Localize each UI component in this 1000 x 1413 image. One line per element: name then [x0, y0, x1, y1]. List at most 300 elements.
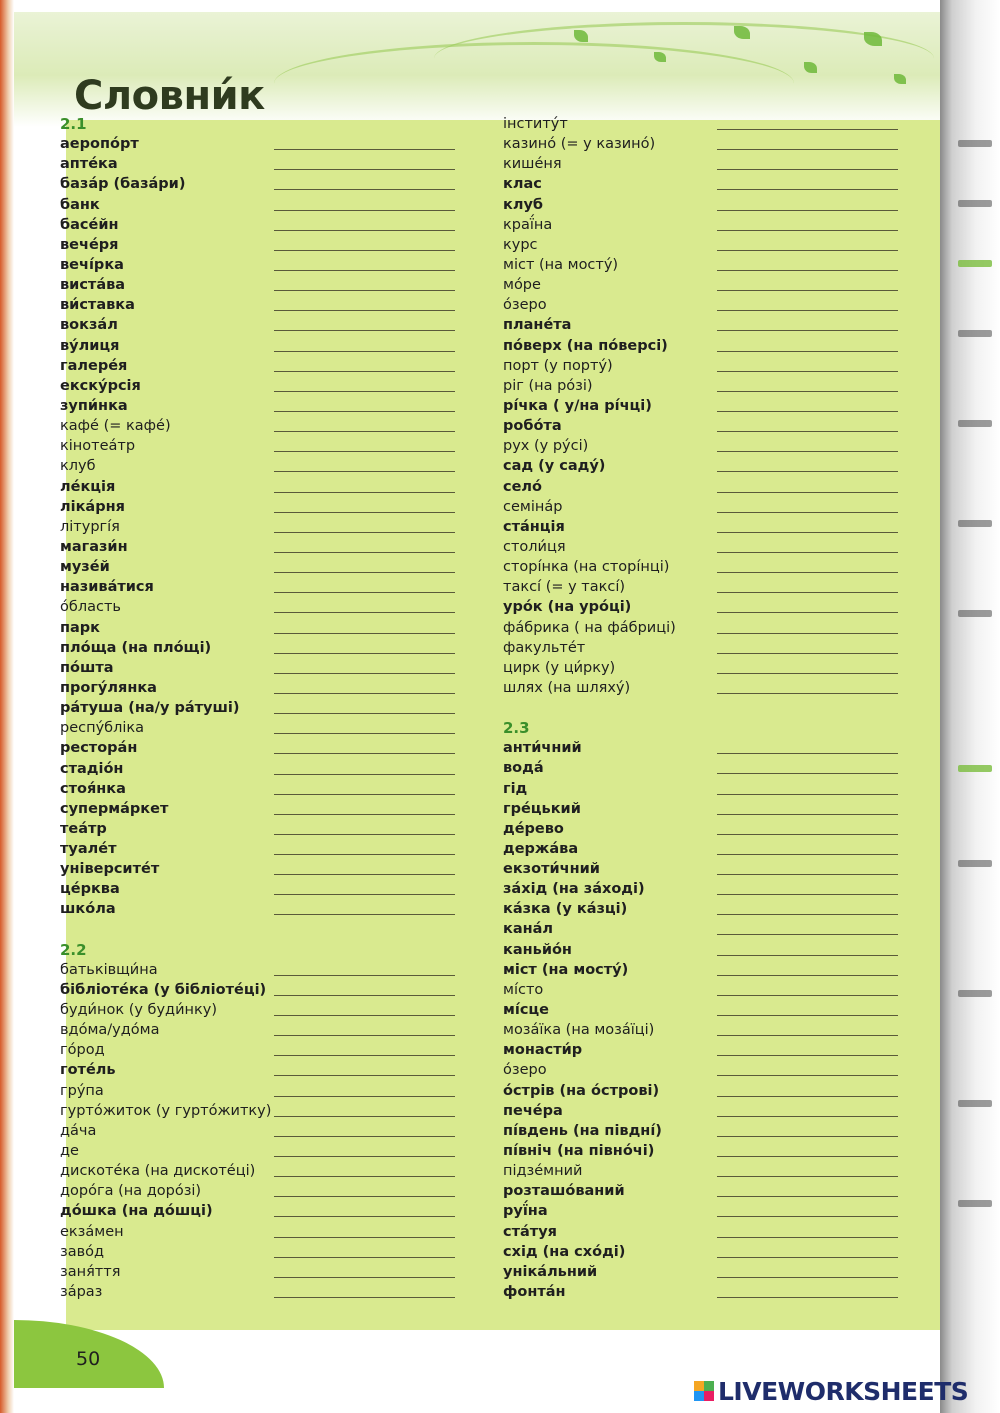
answer-blank[interactable]	[717, 572, 898, 573]
vocab-word: інститу́т	[503, 116, 568, 132]
vocab-word: пі́вдень (на півдні́)	[503, 1122, 662, 1139]
vocab-row	[503, 577, 923, 597]
vocab-row	[503, 497, 923, 517]
vocab-row	[503, 315, 923, 335]
vocab-word: вода́	[503, 760, 544, 777]
answer-blank[interactable]	[274, 371, 455, 372]
vocab-row	[60, 154, 480, 174]
vocab-row	[60, 195, 480, 215]
answer-blank[interactable]	[717, 1055, 898, 1056]
vocab-word: вокза́л	[60, 317, 118, 334]
leaf-decoration	[654, 52, 666, 62]
vocab-row	[503, 255, 923, 275]
answer-blank[interactable]	[274, 512, 455, 513]
answer-blank[interactable]	[717, 512, 898, 513]
answer-blank[interactable]	[274, 230, 455, 231]
answer-blank[interactable]	[274, 210, 455, 211]
vocab-row	[503, 396, 923, 416]
vocab-row	[503, 517, 923, 537]
vocab-word: мо́ре	[503, 277, 541, 294]
answer-blank[interactable]	[717, 1297, 898, 1298]
page-title: Словни́к	[74, 73, 265, 119]
vocab-row	[503, 174, 923, 194]
answer-blank[interactable]	[274, 1277, 455, 1278]
logo-icon	[694, 1381, 714, 1401]
answer-blank[interactable]	[274, 774, 455, 775]
vocab-row	[60, 1040, 480, 1060]
vocab-word: виста́ва	[60, 277, 126, 294]
answer-blank[interactable]	[274, 1257, 455, 1258]
vocab-word: держа́ва	[503, 840, 579, 857]
answer-blank[interactable]	[274, 1237, 455, 1238]
vocab-row	[60, 517, 480, 537]
answer-blank[interactable]	[717, 290, 898, 291]
vocab-row	[503, 899, 923, 919]
vocab-word: парк	[60, 619, 101, 636]
answer-blank[interactable]	[717, 310, 898, 311]
vocab-word: рух (у ру́сі)	[503, 438, 589, 455]
answer-blank[interactable]	[717, 1116, 898, 1117]
vocab-word: ріг (на ро́зі)	[503, 377, 593, 394]
vocab-word: до́шка (на до́шці)	[60, 1203, 213, 1220]
answer-blank[interactable]	[717, 189, 898, 190]
answer-blank[interactable]	[274, 330, 455, 331]
answer-blank[interactable]	[274, 914, 455, 915]
vocab-row	[503, 1242, 923, 1262]
answer-blank[interactable]	[274, 391, 455, 392]
vocab-row	[60, 497, 480, 517]
vocab-word: розташо́ваний	[503, 1183, 625, 1200]
vocab-word: курс	[503, 236, 538, 253]
vocab-row	[60, 1222, 480, 1242]
vocab-row	[60, 779, 480, 799]
answer-blank[interactable]	[274, 592, 455, 593]
vocab-word: гру́па	[60, 1082, 104, 1099]
vocab-word: рі́чка ( у/на рі́чці)	[503, 397, 652, 414]
answer-blank[interactable]	[717, 894, 898, 895]
vocab-word: плане́та	[503, 317, 572, 334]
next-page-text-fragment	[958, 330, 992, 337]
answer-blank[interactable]	[274, 995, 455, 996]
vocab-word: басе́йн	[60, 216, 119, 233]
next-page-text-fragment	[958, 520, 992, 527]
answer-blank[interactable]	[717, 1257, 898, 1258]
answer-blank[interactable]	[717, 834, 898, 835]
answer-blank[interactable]	[717, 411, 898, 412]
vocab-row	[60, 1121, 480, 1141]
answer-blank[interactable]	[274, 894, 455, 895]
vocab-word: стоя́нка	[60, 780, 126, 797]
answer-blank[interactable]	[717, 773, 898, 774]
answer-blank[interactable]	[717, 270, 898, 271]
vocab-word: заво́д	[60, 1243, 105, 1260]
vocab-word: доро́га (на доро́зі)	[60, 1183, 202, 1200]
answer-blank[interactable]	[274, 1035, 455, 1036]
answer-blank[interactable]	[717, 1096, 898, 1097]
vocab-row	[503, 114, 923, 134]
vocab-word: міст (на мосту́)	[503, 961, 629, 978]
answer-blank[interactable]	[274, 149, 455, 150]
vocab-word: село́	[503, 478, 543, 495]
answer-blank[interactable]	[274, 270, 455, 271]
page-number: 50	[76, 1348, 101, 1370]
vocab-word: за́хід (на за́ході)	[503, 881, 645, 898]
answer-blank[interactable]	[274, 1176, 455, 1177]
answer-blank[interactable]	[717, 1136, 898, 1137]
vocab-word: клас	[503, 176, 542, 193]
vocab-word: респу́бліка	[60, 720, 145, 737]
vocab-row	[503, 275, 923, 295]
vocab-word: буди́нок (у буди́нку)	[60, 1002, 217, 1019]
vocab-word: схід (на схо́ді)	[503, 1243, 626, 1260]
answer-blank[interactable]	[274, 471, 455, 472]
answer-blank[interactable]	[274, 854, 455, 855]
answer-blank[interactable]	[274, 1136, 455, 1137]
vocab-row	[60, 879, 480, 899]
vocab-row	[60, 295, 480, 315]
vocab-word: ка́зка (у ка́зці)	[503, 901, 628, 918]
vocab-word: апте́ка	[60, 156, 118, 173]
vocab-row	[503, 1222, 923, 1242]
vocab-word: о́бласть	[60, 599, 121, 616]
answer-blank[interactable]	[717, 753, 898, 754]
vocab-word: порт (у порту́)	[503, 357, 613, 374]
section-heading: 2.3	[503, 719, 530, 738]
vocab-row	[60, 597, 480, 617]
vocab-word: стадіо́н	[60, 760, 124, 777]
vocab-word: кафе́ (= кафе́)	[60, 418, 171, 435]
vocab-word: пло́ща (на пло́щі)	[60, 639, 212, 656]
vocab-word: університе́т	[60, 861, 160, 878]
vocab-row	[503, 819, 923, 839]
vocab-word: прогу́лянка	[60, 679, 157, 696]
vocab-row	[503, 376, 923, 396]
answer-blank[interactable]	[717, 854, 898, 855]
next-page-text-fragment	[958, 260, 992, 267]
answer-blank[interactable]	[274, 451, 455, 452]
right-column	[503, 114, 923, 1302]
vocab-word: кише́ня	[503, 156, 562, 173]
answer-blank[interactable]	[717, 1035, 898, 1036]
answer-blank[interactable]	[274, 169, 455, 170]
vocab-word: рестора́н	[60, 740, 138, 757]
vocab-row	[503, 456, 923, 476]
vocab-row	[503, 597, 923, 617]
vocab-word: кінотеа́тр	[60, 438, 136, 455]
vocab-row	[503, 960, 923, 980]
vocab-row	[503, 416, 923, 436]
answer-blank[interactable]	[274, 975, 455, 976]
answer-blank[interactable]	[717, 874, 898, 875]
answer-blank[interactable]	[274, 250, 455, 251]
vocab-word: каньйо́н	[503, 941, 572, 958]
vocab-word: вдо́ма/удо́ма	[60, 1022, 160, 1039]
vocab-row	[60, 1141, 480, 1161]
answer-blank[interactable]	[717, 371, 898, 372]
vocab-row	[503, 134, 923, 154]
vocab-word: го́род	[60, 1042, 105, 1059]
answer-blank[interactable]	[717, 1216, 898, 1217]
vocab-word: фонта́н	[503, 1284, 566, 1301]
next-page-text-fragment	[958, 765, 992, 772]
vocab-row	[503, 557, 923, 577]
answer-blank[interactable]	[274, 1075, 455, 1076]
answer-blank[interactable]	[274, 874, 455, 875]
section-heading: 2.2	[60, 940, 87, 959]
liveworksheets-logo	[694, 1376, 968, 1406]
vocab-word: ра́туша (на/у ра́туші)	[60, 700, 240, 717]
vocab-row	[503, 477, 923, 497]
vocab-row	[503, 154, 923, 174]
next-page-text-fragment	[958, 420, 992, 427]
vocab-word: монасти́р	[503, 1042, 583, 1059]
vocab-word: робо́та	[503, 418, 562, 435]
answer-blank[interactable]	[717, 1156, 898, 1157]
vocab-row	[503, 738, 923, 758]
answer-blank[interactable]	[717, 673, 898, 674]
vocab-row	[503, 980, 923, 1000]
vocab-row	[503, 1020, 923, 1040]
answer-blank[interactable]	[717, 1277, 898, 1278]
next-page-text-fragment	[958, 140, 992, 147]
answer-blank[interactable]	[274, 1297, 455, 1298]
vocab-row	[60, 980, 480, 1000]
answer-blank[interactable]	[274, 733, 455, 734]
vocab-row	[60, 315, 480, 335]
vocab-row	[60, 759, 480, 779]
answer-blank[interactable]	[274, 189, 455, 190]
answer-blank[interactable]	[717, 592, 898, 593]
answer-blank[interactable]	[274, 834, 455, 835]
answer-blank[interactable]	[717, 1015, 898, 1016]
vocab-row	[60, 456, 480, 476]
answer-blank[interactable]	[717, 975, 898, 976]
vocab-word: уро́к (на уро́ці)	[503, 599, 632, 616]
answer-blank[interactable]	[717, 330, 898, 331]
vocab-row	[503, 1081, 923, 1101]
vocab-row	[503, 799, 923, 819]
answer-blank[interactable]	[717, 492, 898, 493]
vocab-row	[60, 618, 480, 638]
vocab-row	[503, 779, 923, 799]
section-heading: 2.1	[60, 115, 87, 133]
answer-blank[interactable]	[717, 612, 898, 613]
vocab-row	[60, 376, 480, 396]
answer-blank[interactable]	[274, 612, 455, 613]
answer-blank[interactable]	[717, 653, 898, 654]
vocab-row	[60, 215, 480, 235]
vocab-row	[60, 477, 480, 497]
vocab-row	[60, 1101, 480, 1121]
next-page-text-fragment	[958, 610, 992, 617]
vocab-row	[60, 436, 480, 456]
swirl-decoration	[434, 22, 934, 95]
vocab-word: сторі́нка (на сторі́нці)	[503, 559, 670, 576]
answer-blank[interactable]	[274, 310, 455, 311]
answer-blank[interactable]	[274, 713, 455, 714]
answer-blank[interactable]	[274, 633, 455, 634]
vocab-word: магази́н	[60, 538, 128, 555]
vocab-row	[503, 1201, 923, 1221]
vocab-word: мі́сце	[503, 1002, 549, 1019]
vocab-row	[503, 758, 923, 778]
section-gap	[60, 920, 480, 940]
answer-blank[interactable]	[274, 411, 455, 412]
vocab-word: по́шта	[60, 659, 114, 676]
answer-blank[interactable]	[717, 169, 898, 170]
vocab-word: ву́лиця	[60, 337, 120, 354]
answer-blank[interactable]	[717, 693, 898, 694]
answer-blank[interactable]	[717, 552, 898, 553]
vocab-word: да́ча	[60, 1122, 97, 1139]
vocab-word: де́рево	[503, 820, 564, 837]
vocab-row	[60, 356, 480, 376]
answer-blank[interactable]	[274, 431, 455, 432]
vocab-row	[60, 275, 480, 295]
vocab-row	[60, 255, 480, 275]
answer-blank[interactable]	[274, 552, 455, 553]
vocab-word: заня́ття	[60, 1263, 121, 1280]
vocab-row	[60, 718, 480, 738]
vocab-row	[60, 577, 480, 597]
answer-blank[interactable]	[274, 1156, 455, 1157]
answer-blank[interactable]	[717, 451, 898, 452]
answer-blank[interactable]	[717, 351, 898, 352]
answer-blank[interactable]	[717, 210, 898, 211]
vocab-row	[503, 658, 923, 678]
vocab-word: підзе́мний	[503, 1163, 583, 1180]
answer-blank[interactable]	[274, 1216, 455, 1217]
answer-blank[interactable]	[717, 471, 898, 472]
vocab-word: екза́мен	[60, 1223, 124, 1240]
vocab-row	[503, 1121, 923, 1141]
vocab-word: теа́тр	[60, 820, 107, 837]
vocab-row	[60, 1161, 480, 1181]
answer-blank[interactable]	[717, 794, 898, 795]
answer-blank[interactable]	[274, 653, 455, 654]
answer-blank[interactable]	[717, 995, 898, 996]
answer-blank[interactable]	[274, 351, 455, 352]
vocab-row	[503, 436, 923, 456]
answer-blank[interactable]	[717, 1196, 898, 1197]
vocab-row	[60, 1181, 480, 1201]
vocab-row	[60, 1060, 480, 1080]
vocab-row	[60, 658, 480, 678]
answer-blank[interactable]	[274, 572, 455, 573]
vocab-row	[60, 960, 480, 980]
vocab-word: екзоти́чний	[503, 861, 600, 878]
answer-blank[interactable]	[717, 955, 898, 956]
next-page-text-fragment	[958, 1100, 992, 1107]
vocab-word: шко́ла	[60, 901, 116, 918]
vocab-row	[60, 557, 480, 577]
vocab-row	[503, 336, 923, 356]
vocab-row	[60, 1242, 480, 1262]
vocab-row	[60, 1081, 480, 1101]
answer-blank[interactable]	[717, 934, 898, 935]
answer-blank[interactable]	[717, 633, 898, 634]
answer-blank[interactable]	[717, 431, 898, 432]
vocab-row	[503, 1000, 923, 1020]
answer-blank[interactable]	[274, 1055, 455, 1056]
answer-blank[interactable]	[717, 1075, 898, 1076]
vocab-row	[503, 1060, 923, 1080]
vocab-word: фа́брика ( на фа́бриці)	[503, 619, 676, 636]
vocab-word: гід	[503, 780, 528, 797]
vocab-row	[60, 396, 480, 416]
vocab-row	[60, 1262, 480, 1282]
answer-blank[interactable]	[274, 753, 455, 754]
answer-blank[interactable]	[717, 149, 898, 150]
vocab-row	[60, 738, 480, 758]
brand-name: LIVEWORKSHEETS	[718, 1376, 969, 1406]
vocab-row	[60, 537, 480, 557]
leaf-decoration	[864, 32, 882, 46]
vocab-row	[60, 1282, 480, 1302]
answer-blank[interactable]	[274, 1196, 455, 1197]
answer-blank[interactable]	[274, 532, 455, 533]
vocab-row	[503, 638, 923, 658]
next-page-text-fragment	[958, 200, 992, 207]
answer-blank[interactable]	[717, 129, 898, 130]
section-gap	[503, 698, 923, 718]
vocab-row	[60, 134, 480, 154]
vocab-word: клуб	[60, 458, 96, 475]
vocab-row	[503, 618, 923, 638]
vocab-word: ле́кція	[60, 478, 116, 495]
answer-blank[interactable]	[274, 1015, 455, 1016]
vocab-row	[60, 859, 480, 879]
vocab-word: о́зеро	[503, 297, 547, 314]
answer-blank[interactable]	[717, 230, 898, 231]
answer-blank[interactable]	[274, 290, 455, 291]
answer-blank[interactable]	[717, 814, 898, 815]
vocab-word: музе́й	[60, 559, 110, 576]
answer-blank[interactable]	[274, 1116, 455, 1117]
answer-blank[interactable]	[717, 532, 898, 533]
vocab-word: руї́на	[503, 1203, 548, 1220]
vocab-row	[503, 879, 923, 899]
vocab-word: краї́на	[503, 216, 553, 233]
vocab-word: туале́т	[60, 841, 117, 858]
answer-blank[interactable]	[717, 391, 898, 392]
vocab-word: база́р (база́ри)	[60, 176, 186, 193]
vocab-word: столи́ця	[503, 538, 566, 555]
answer-blank[interactable]	[274, 693, 455, 694]
answer-blank[interactable]	[274, 673, 455, 674]
leaf-decoration	[734, 26, 750, 39]
vocab-row	[60, 1201, 480, 1221]
vocab-word: за́раз	[60, 1284, 103, 1301]
vocab-row	[60, 235, 480, 255]
answer-blank[interactable]	[274, 1096, 455, 1097]
answer-blank[interactable]	[274, 492, 455, 493]
answer-blank[interactable]	[717, 914, 898, 915]
vocab-word: моза́їка (на моза́їці)	[503, 1022, 655, 1039]
vocab-row	[503, 1161, 923, 1181]
vocab-word: пі́вніч (на півно́чі)	[503, 1143, 655, 1160]
answer-blank[interactable]	[274, 794, 455, 795]
answer-blank[interactable]	[717, 1237, 898, 1238]
vocab-row	[503, 215, 923, 235]
answer-blank[interactable]	[274, 814, 455, 815]
vocab-word: сад (у саду́)	[503, 458, 606, 475]
answer-blank[interactable]	[717, 1176, 898, 1177]
vocab-word: банк	[60, 196, 100, 213]
vocab-row	[60, 839, 480, 859]
vocab-row	[60, 416, 480, 436]
answer-blank[interactable]	[717, 250, 898, 251]
